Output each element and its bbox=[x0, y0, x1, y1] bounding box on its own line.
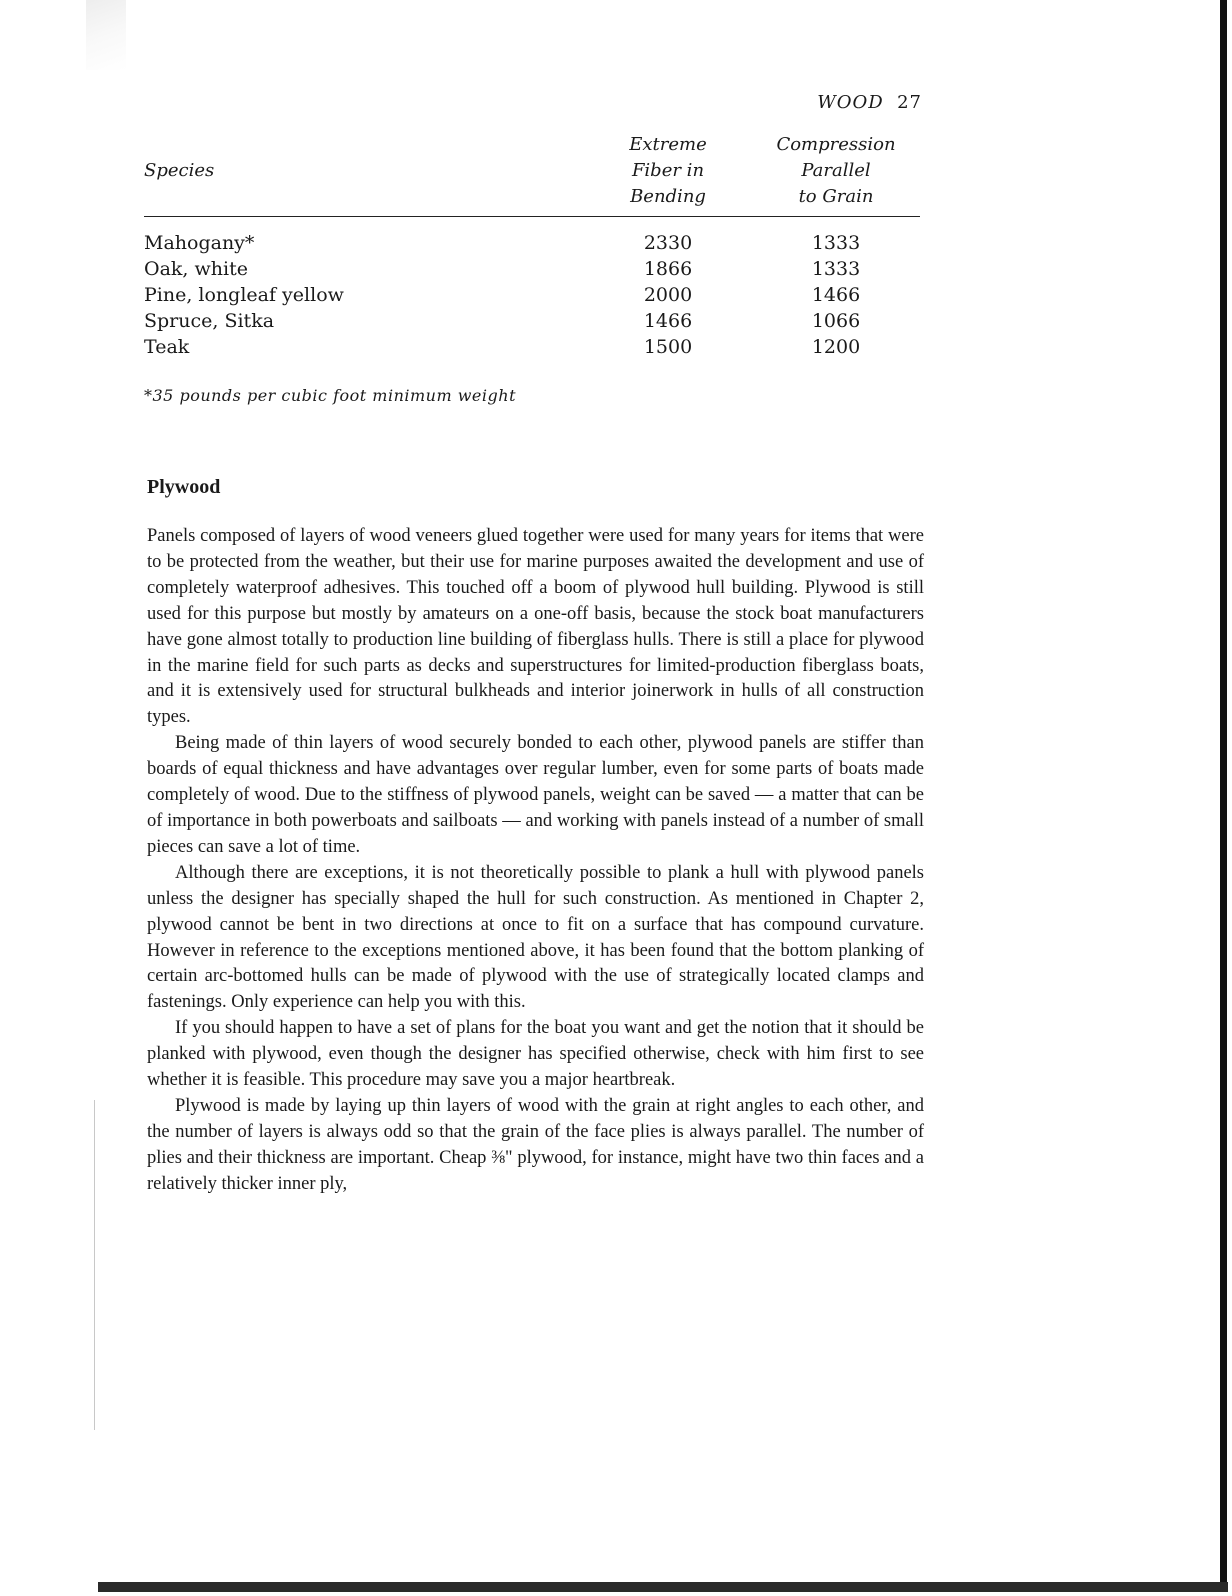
cell-bending: 1866 bbox=[643, 258, 693, 280]
cell-species: Teak bbox=[144, 336, 190, 358]
cell-compression: 1333 bbox=[811, 258, 861, 280]
running-head bbox=[760, 92, 922, 113]
cell-compression: 1066 bbox=[811, 310, 861, 332]
paragraph: Being made of thin layers of wood securely bonded to each other, plywood panels are stiffer than boards of equal thickness and have advantages over regular lumber, even for some parts of boats made completely of wood. Due to the stiffness of plywood panels, weight can be saved — a matter that can be of importance in both powerboats and sailboats — and working with panels instead of a number of small pieces can save a lot of time. bbox=[147, 733, 924, 857]
scan-right-edge bbox=[1220, 0, 1227, 1582]
table-row bbox=[144, 334, 920, 360]
cell-compression: 1200 bbox=[811, 336, 861, 358]
table-footnote: *35 pounds per cubic foot minimum weight bbox=[144, 386, 516, 405]
cell-bending: 2330 bbox=[643, 232, 693, 254]
scan-left-edge bbox=[94, 1100, 95, 1430]
paragraph: If you should happen to have a set of plans for the boat you want and get the notion that it should be planked with plywood, even though the designer has specified otherwise, check with him first to see whether it is feasible. This procedure may save you a major heartbreak. bbox=[147, 1018, 924, 1091]
cell-bending: 2000 bbox=[643, 284, 693, 306]
cell-compression: 1333 bbox=[811, 232, 861, 254]
cell-bending: 1466 bbox=[643, 310, 693, 332]
section-heading: Plywood bbox=[147, 476, 221, 498]
body-text bbox=[147, 524, 924, 1198]
header-extreme-fiber-bending: Extreme Fiber in Bending bbox=[584, 130, 752, 217]
cell-species: Spruce, Sitka bbox=[144, 310, 275, 332]
scan-smudge bbox=[86, 0, 126, 70]
wood-strength-table bbox=[144, 130, 920, 360]
cell-bending: 1500 bbox=[643, 336, 693, 358]
paragraph: Plywood is made by laying up thin layers of wood with the grain at right angles to each other, and the number of layers is always odd so that the grain of the face plies is always parallel. The number of plies and their thickness are important. Cheap ⅜" plywood, for instance, might have two thin faces and a relatively thicker inner ply, bbox=[147, 1095, 924, 1194]
cell-species: Pine, longleaf yellow bbox=[144, 284, 344, 306]
scan-bottom-edge bbox=[98, 1582, 1228, 1592]
paragraph: Although there are exceptions, it is not theoretically possible to plank a hull with plywood panels unless the designer has specially shaped the hull for such construction. As mentioned in Chapter 2, plywood cannot be bent in two directions at once to fit on a surface that has compound curvature. However in reference to the exceptions mentioned above, it has been found that the bottom planking of certain arc-bottomed hulls can be made of plywood with the use of strategically located clamps and fastenings. Only experience can help you with this. bbox=[147, 862, 924, 1013]
running-head-section: WOOD bbox=[817, 92, 884, 113]
header-species: Species bbox=[144, 130, 584, 217]
cell-compression: 1466 bbox=[811, 284, 861, 306]
table-header-row bbox=[144, 130, 920, 217]
table-row bbox=[144, 282, 920, 308]
cell-species: Oak, white bbox=[144, 258, 248, 280]
table-row bbox=[144, 308, 920, 334]
page-number: 27 bbox=[897, 92, 922, 113]
header-compression-parallel: Compression Parallel to Grain bbox=[752, 130, 920, 217]
table-row bbox=[144, 256, 920, 282]
paragraph: Panels composed of layers of wood veneers glued together were used for many years for items that were to be protected from the weather, but their use for marine purposes awaited the development and use of completely waterproof adhesives. This touched off a boom of plywood hull building. Plywood is still used for this purpose but mostly by amateurs on a one-off basis, because the stock boat manufacturers have gone almost totally to production line building of fiberglass hulls. There is still a place for plywood in the marine field for such parts as decks and superstructures for limited-production fiberglass boats, and it is extensively used for structural bulkheads and interior joinerwork in hulls of all construction types. bbox=[147, 526, 924, 728]
cell-species: Mahogany* bbox=[144, 232, 255, 254]
table-row bbox=[144, 217, 920, 257]
